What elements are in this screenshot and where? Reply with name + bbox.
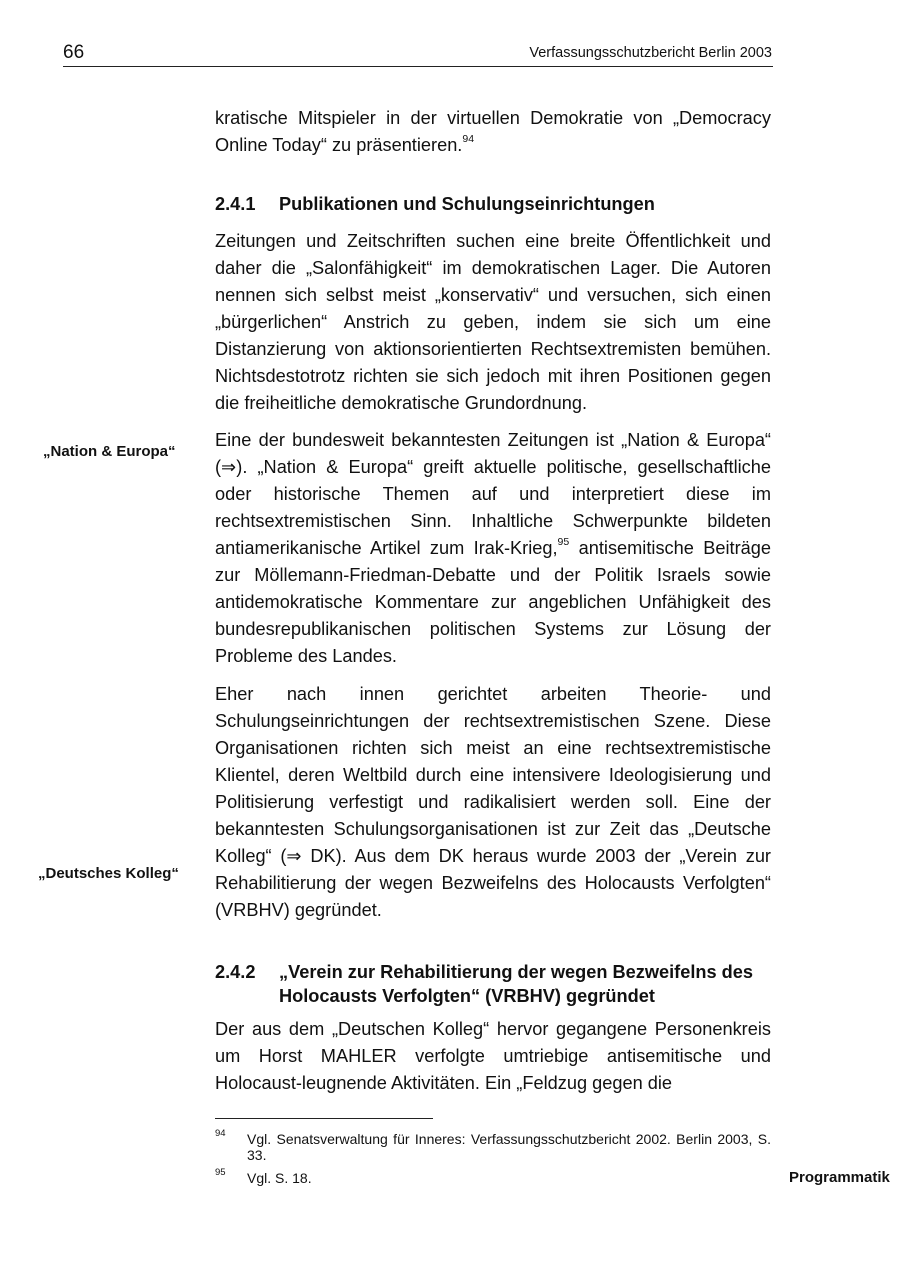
paragraph-nation-europa — [215, 427, 771, 670]
paragraph-nation-europa-text-continued: antisemitische Beiträge zur Möllemann-Friedman-Debatte und der Politik Israels sowie antidemokratische Kommentare zur angeblichen Unfähigkeit des bundesrepublikanischen politischen Systems zur Lösung der Probleme des Landes. — [215, 538, 771, 666]
footnote-95 — [215, 1167, 771, 1186]
footnote-number: 94 — [215, 1128, 226, 1139]
section-title: „Verein zur Rehabilitierung der wegen Bezweifelns des Holocausts Verfolgten“ (VRBHV) gegründet — [279, 962, 754, 1006]
page-number: 66 — [63, 42, 85, 63]
paragraph-vrbhv: Der aus dem „Deutschen Kolleg“ hervor gegangene Personenkreis um Horst MAHLER verfolgte umtriebige antisemitische und Holocaust-leugnende Aktivitäten. Ein „Feldzug gegen die — [215, 1019, 771, 1093]
paragraph-publications: Zeitungen und Zeitschriften suchen eine breite Öffentlichkeit und daher die „Salonfähigkeit“ im demokratischen Lager. Die Autoren nennen sich selbst meist „konservativ“ und versuchen, sich einen „bürgerlichen“ Anstrich zu geben, indem sie sich um eine Distanzierung von aktionsorientierten Rechtsextremisten bemühen. Nichtsdestotrotz richten sie sich jedoch mit ihren Positionen gegen die freiheitliche demokratische Grundordnung. — [215, 231, 771, 413]
section-number: 2.4.1 — [215, 194, 256, 214]
margin-note-nation-europa: „Nation & Europa“ — [43, 443, 176, 460]
paragraph-intro-text: kratische Mitspieler in der virtuellen Demokratie von „Democracy Online Today“ zu präsentieren. — [215, 108, 771, 155]
section-title: Publikationen und Schulungseinrichtungen — [279, 194, 655, 214]
paragraph-intro — [215, 105, 771, 159]
paragraph-schulung: Eher nach innen gerichtet arbeiten Theorie- und Schulungseinrichtungen der rechtsextremistischen Szene. Diese Organisationen richten sich meist an eine rechtsextremistische Klientel, deren Weltbild durch eine intensivere Ideologisierung und Politisierung verfestigt und radikalisiert werden soll. Eine der bekanntesten Schulungsorganisationen ist zur Zeit das „Deutsche Kolleg“ (⇒ DK). Aus dem DK heraus wurde 2003 der „Verein zur Rehabilitierung der wegen Bezweifelns des Holocausts Verfolgten“ (VRBHV) gegründet. — [215, 684, 771, 920]
section-heading-2-4-2 — [215, 960, 771, 1008]
footnote-text: Vgl. Senatsverwaltung für Inneres: Verfassungsschutzbericht 2002. Berlin 2003, S. 33. — [247, 1131, 771, 1163]
footnote-number: 95 — [215, 1167, 226, 1178]
running-header: Verfassungsschutzbericht Berlin 2003 — [529, 45, 772, 61]
margin-note-programmatik: Programmatik — [789, 1169, 890, 1186]
paragraph-nation-europa-text: Eine der bundesweit bekanntesten Zeitungen ist „Nation & Europa“ (⇒). „Nation & Europa“ greift aktuelle politische, gesellschaftliche oder historische Themen auf und interpretiert diese im rechtsextremistischen Sinn. Inhaltliche Schwerpunkte bildeten antiamerikanische Artikel zum Irak-Krieg, — [215, 430, 771, 558]
section-heading-2-4-1 — [215, 192, 771, 216]
footnote-rule — [215, 1118, 433, 1119]
footnote-text: Vgl. S. 18. — [247, 1170, 312, 1186]
section-number: 2.4.2 — [215, 962, 256, 982]
footnote-ref-94[interactable]: 94 — [462, 133, 475, 145]
footnote-94 — [215, 1128, 771, 1163]
margin-note-deutsches-kolleg: „Deutsches Kolleg“ — [38, 865, 179, 882]
header-rule — [63, 66, 773, 67]
footnote-ref-95[interactable]: 95 — [557, 536, 570, 548]
